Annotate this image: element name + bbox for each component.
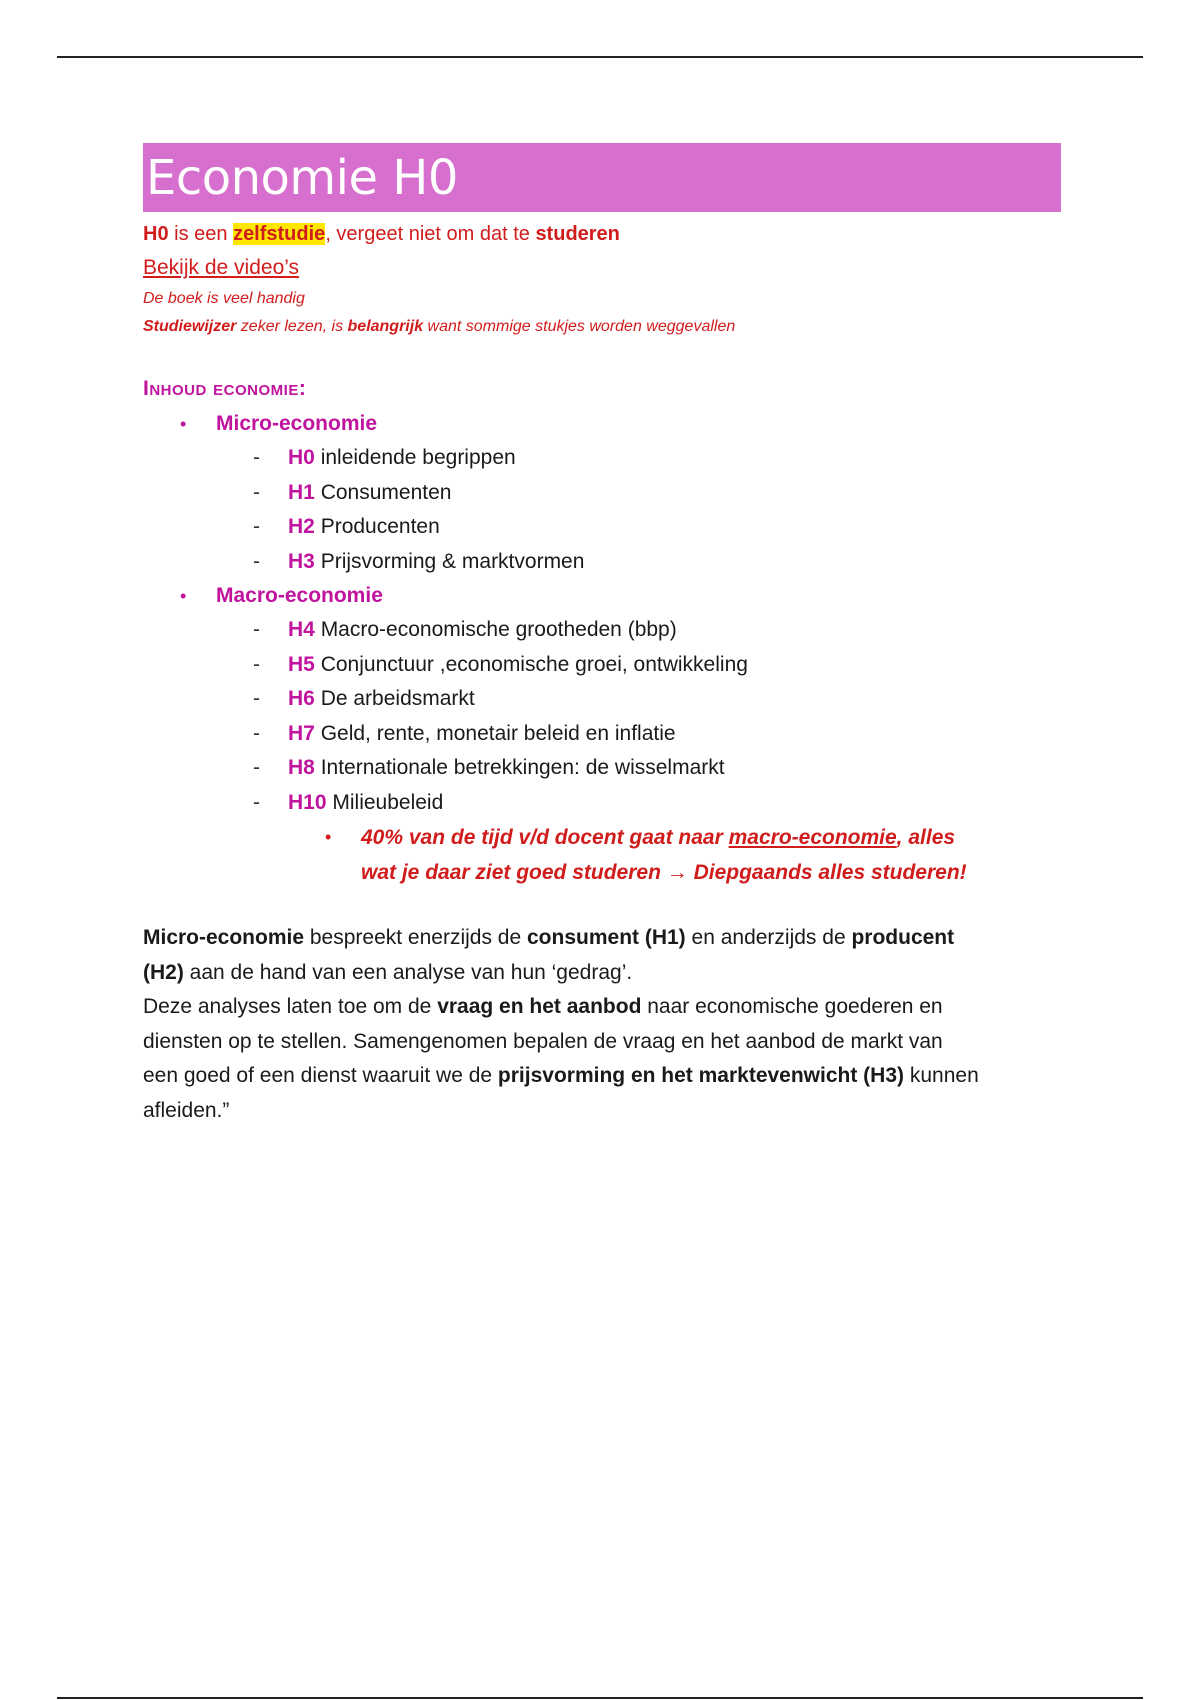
chapter-title: Prijsvorming & marktvormen	[314, 549, 585, 573]
para-line: diensten op te stellen. Samengenomen bepalen de vraag en het aanbod de markt van	[143, 1029, 943, 1053]
dash-icon: -	[253, 515, 260, 538]
chapter-title: Conjunctuur ,economische groei, ontwikkeling	[314, 652, 748, 676]
para-text: Deze analyses laten toe om de	[143, 995, 438, 1018]
chapter-code: H6	[288, 687, 315, 710]
dash-icon: -	[253, 652, 260, 676]
para-line	[143, 990, 1061, 1025]
chapter-code: H3	[288, 549, 315, 573]
bold-term: vraag en het aanbod	[437, 995, 642, 1018]
bold-term: prijsvorming en het marktevenwicht (H3)	[497, 1064, 905, 1087]
chapter-title: inleidende begrippen	[314, 446, 516, 469]
bold-term: (H2)	[143, 960, 184, 984]
note-underlined: macro-economie	[728, 826, 897, 849]
chapter-code: H8	[288, 756, 315, 779]
para-line	[143, 1059, 1061, 1094]
chapter-title: Consumenten	[314, 480, 452, 504]
intro-line-4	[143, 315, 1061, 339]
list-item	[216, 648, 1061, 683]
chapter-code: H5	[288, 652, 315, 676]
dash-icon: -	[253, 446, 260, 469]
section-heading: Inhoud economie:	[143, 377, 307, 400]
micro-chapters	[216, 441, 1061, 579]
outline-micro	[143, 407, 1061, 579]
studiewijzer-bold: Studiewijzer	[143, 318, 237, 335]
dash-icon: -	[253, 721, 260, 745]
outline-macro	[143, 579, 1061, 820]
intro-text: , vergeet niet om dat te	[325, 223, 536, 245]
para-line	[143, 921, 1061, 956]
list-item	[216, 751, 1061, 786]
bold-term: consument (H1)	[527, 926, 686, 949]
note-line-2: wat je daar ziet goed studeren → Diepgaands alles studeren!	[361, 861, 967, 884]
macro-chapters	[216, 613, 1061, 820]
chapter-code: H2	[288, 515, 315, 538]
list-item	[216, 510, 1061, 545]
note-text: 40% van de tijd v/d docent gaat naar	[361, 826, 729, 849]
top-rule	[57, 56, 1143, 58]
bold-term: Micro-economie	[143, 926, 305, 949]
para-text: bespreekt enerzijds de	[304, 926, 527, 949]
page-title: Economie H0	[146, 149, 458, 206]
studeren-bold: studeren	[535, 223, 620, 245]
list-item	[216, 613, 1061, 648]
dash-icon: -	[253, 687, 260, 710]
content-outline	[143, 407, 1061, 820]
dash-icon: -	[253, 756, 260, 779]
micro-label: Micro-economie	[216, 412, 378, 435]
chapter-title: Internationale betrekkingen: de wisselmarkt	[314, 756, 725, 779]
para-text: aan de hand van een analyse van hun ‘gedrag’.	[183, 960, 633, 984]
macro-label: Macro-economie	[216, 584, 383, 607]
chapter-title: Macro-economische grootheden (bbp)	[314, 618, 677, 641]
dash-icon: -	[253, 480, 260, 504]
bottom-rule	[57, 1697, 1143, 1699]
chapter-code: H0	[288, 446, 315, 469]
dash-icon: -	[253, 549, 260, 573]
para-text: en anderzijds de	[685, 926, 852, 949]
list-item	[216, 441, 1061, 476]
note-line-1	[361, 820, 1061, 855]
h0-label: H0	[143, 223, 169, 245]
bullet-icon: •	[180, 414, 187, 434]
intro-line-3: De boek is veel handig	[143, 290, 305, 307]
para-text: een goed of een dienst waaruit we de	[143, 1064, 498, 1087]
chapter-code: H1	[288, 480, 315, 504]
list-item	[216, 476, 1061, 511]
zelfstudie-highlight: zelfstudie	[233, 223, 326, 245]
chapter-code: H4	[288, 618, 315, 641]
bullet-icon: •	[180, 586, 187, 606]
intro-text: zeker lezen, is	[236, 318, 348, 335]
page-content	[143, 143, 1061, 1128]
note-text: , alles	[896, 826, 956, 849]
para-line	[143, 956, 1061, 991]
para-text: kunnen	[904, 1064, 979, 1087]
list-item	[216, 545, 1061, 580]
belangrijk-bold: belangrijk	[347, 318, 424, 335]
title-banner	[143, 143, 1061, 212]
chapter-title: Producenten	[314, 515, 440, 538]
chapter-code: H10	[288, 790, 327, 814]
chapter-code: H7	[288, 721, 315, 745]
para-text: naar economische goederen en	[641, 995, 943, 1018]
chapter-title: Geld, rente, monetair beleid en inflatie	[314, 721, 676, 745]
list-item	[216, 717, 1061, 752]
bullet-icon: •	[325, 827, 332, 847]
dash-icon: -	[253, 790, 260, 814]
list-item	[216, 682, 1061, 717]
bold-term: producent	[851, 926, 955, 949]
list-item	[216, 786, 1061, 821]
intro-line-1	[143, 221, 1061, 247]
intro-text: is een	[168, 223, 234, 245]
intro-text: want sommige stukjes worden weggevallen	[423, 318, 736, 335]
body-paragraph	[143, 921, 1061, 1128]
videos-link[interactable]: Bekijk de video’s	[143, 256, 300, 279]
chapter-title: De arbeidsmarkt	[314, 687, 475, 710]
chapter-title: Milieubeleid	[326, 790, 444, 814]
para-line: afleiden.”	[143, 1098, 230, 1122]
macro-note	[143, 820, 1061, 890]
dash-icon: -	[253, 618, 260, 641]
